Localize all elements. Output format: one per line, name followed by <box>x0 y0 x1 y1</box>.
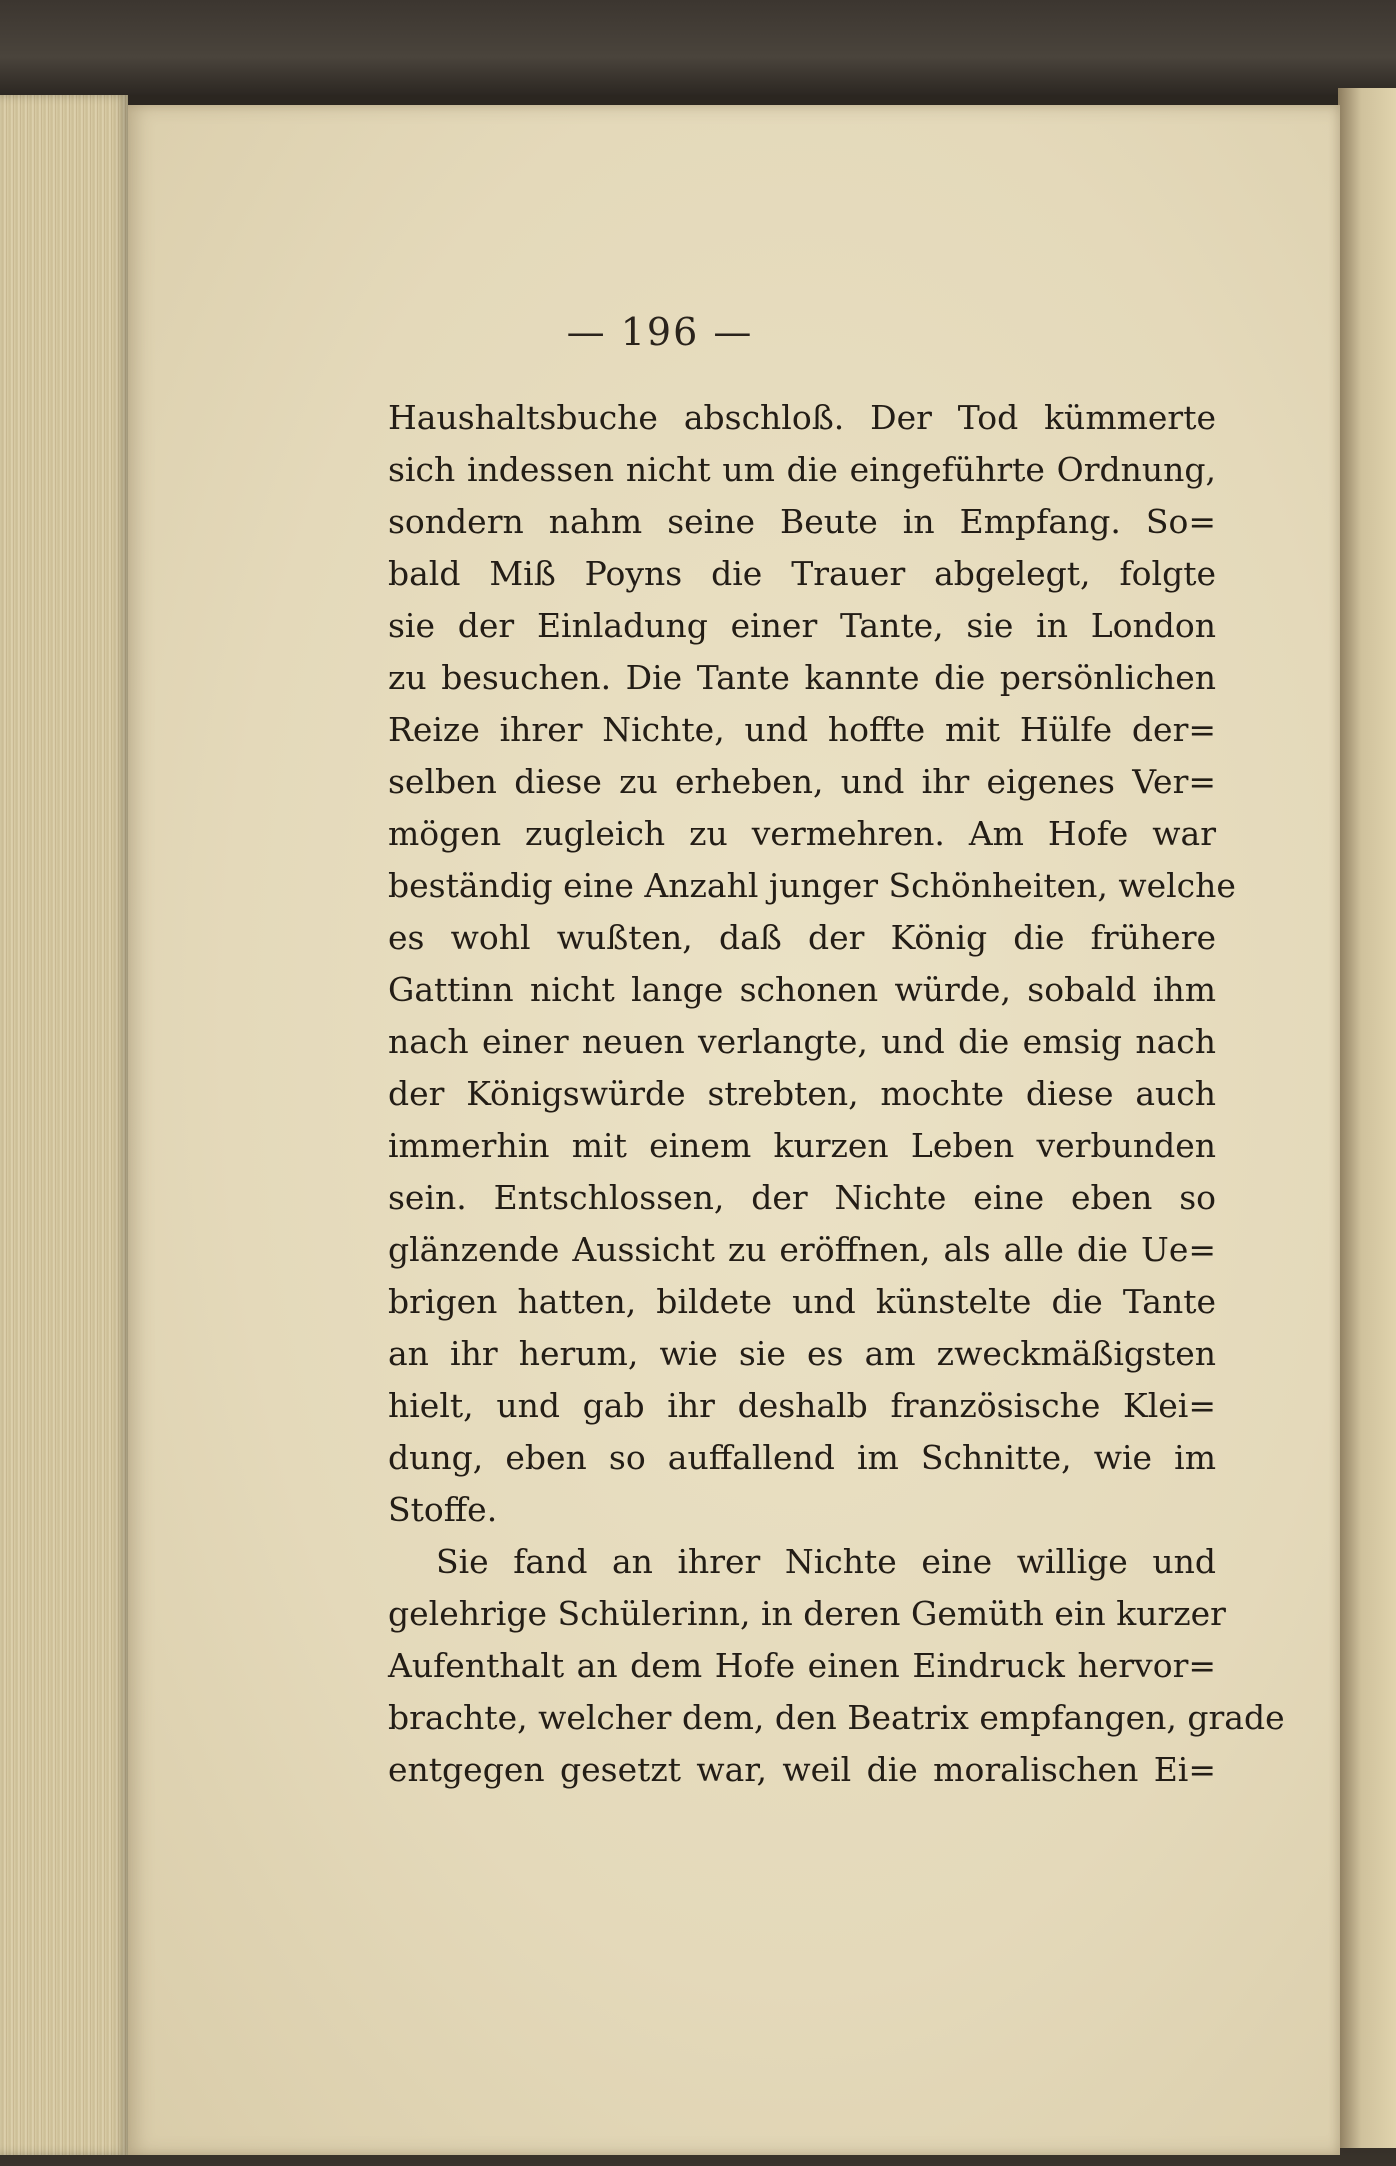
text-line: immerhin mit einem kurzen Leben verbunden <box>388 1126 1216 1165</box>
text-line: selben diese zu erheben, und ihr eigenes Ver= <box>388 762 1216 801</box>
facing-page-edge <box>1338 88 1396 2148</box>
text-line: glänzende Aussicht zu eröffnen, als alle die Ue= <box>388 1230 1216 1269</box>
text-line: zu besuchen. Die Tante kannte die persönlichen <box>388 658 1216 697</box>
text-line: brigen hatten, bildete und künstelte die Tante <box>388 1282 1216 1321</box>
text-line: entgegen gesetzt war, weil die moralischen Ei= <box>388 1750 1216 1789</box>
text-line: nach einer neuen verlangte, und die emsig nach <box>388 1022 1216 1061</box>
page-number: — 196 — <box>566 310 754 354</box>
text-line: an ihr herum, wie sie es am zweckmäßigsten <box>388 1334 1216 1373</box>
body-text <box>388 392 1285 1796</box>
text-line: sich indessen nicht um die eingeführte Ordnung, <box>388 450 1216 489</box>
page-stack-edge <box>0 95 128 2155</box>
text-line: gelehrige Schülerinn, in deren Gemüth ein kurzer <box>388 1594 1226 1633</box>
text-line: sondern nahm seine Beute in Empfang. So= <box>388 502 1216 541</box>
text-line: der Königswürde strebten, mochte diese auch <box>388 1074 1216 1113</box>
text-line: es wohl wußten, daß der König die frühere <box>388 918 1216 957</box>
text-line: hielt, und gab ihr deshalb französische Klei= <box>388 1386 1216 1425</box>
text-line: Haushaltsbuche abschloß. Der Tod kümmerte <box>388 398 1216 437</box>
text-line: brachte, welcher dem, den Beatrix empfangen, grade <box>388 1698 1285 1737</box>
text-line: Aufenthalt an dem Hofe einen Eindruck hervor= <box>388 1646 1216 1685</box>
paragraph-end-line: Stoffe. <box>388 1490 498 1529</box>
text-line: Gattinn nicht lange schonen würde, sobald ihm <box>388 970 1216 1009</box>
text-line: dung, eben so auffallend im Schnitte, wie im <box>388 1438 1216 1477</box>
text-line: sie der Einladung einer Tante, sie in London <box>388 606 1216 645</box>
text-line: sein. Entschlossen, der Nichte eine eben so <box>388 1178 1216 1217</box>
text-line: mögen zugleich zu vermehren. Am Hofe war <box>388 814 1216 853</box>
binding-edge <box>0 0 1396 95</box>
text-line: bald Miß Poyns die Trauer abgelegt, folgte <box>388 554 1216 593</box>
text-line: Reize ihrer Nichte, und hoffte mit Hülfe der= <box>388 710 1216 749</box>
text-line: beständig eine Anzahl junger Schönheiten, welche <box>388 866 1236 905</box>
paragraph-start-line: Sie fand an ihrer Nichte eine willige und <box>436 1542 1216 1581</box>
